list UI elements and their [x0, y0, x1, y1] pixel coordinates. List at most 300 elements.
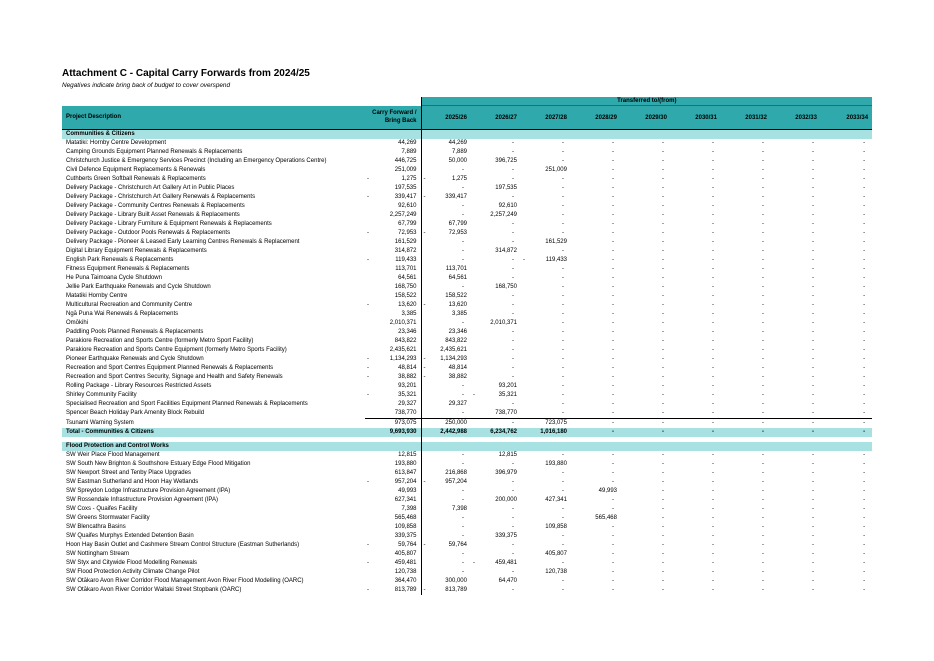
amount-cell: - — [712, 392, 714, 398]
amount-cell: 161,529 — [545, 239, 567, 245]
amount-cell: - — [812, 293, 814, 299]
amount-cell: - — [712, 221, 714, 227]
amount-cell: - — [863, 392, 866, 398]
amount-cell: - — [721, 419, 771, 429]
amount-cell: - — [762, 194, 764, 200]
amount-cell: - 119,433 — [365, 256, 421, 265]
amount-cell: - — [562, 320, 564, 326]
amount-cell: - — [562, 347, 564, 353]
amount-cell: - — [812, 533, 814, 539]
amount-cell: - — [512, 479, 514, 485]
amount-cell: - — [762, 569, 764, 575]
amount-cell: - — [562, 578, 564, 584]
project-description-cell: Shirley Community Facility — [66, 392, 137, 398]
amount-cell: - — [863, 230, 866, 236]
amount-cell: - — [612, 158, 614, 164]
amount-cell: - — [662, 158, 664, 164]
amount-cell: - 13,620 — [423, 302, 467, 308]
amount-cell: - — [762, 374, 764, 380]
amount-cell: 49,993 — [365, 487, 421, 496]
amount-cell: - — [612, 365, 614, 371]
section-total-row — [62, 428, 872, 437]
amount-cell: - — [712, 401, 714, 407]
amount-cell: - — [612, 524, 614, 530]
amount-cell: - — [462, 392, 464, 398]
amount-cell: - — [863, 149, 866, 155]
amount-cell: - — [863, 479, 866, 485]
amount-cell: 168,750 — [365, 283, 421, 292]
amount-cell: - — [762, 230, 764, 236]
amount-cell: 64,470 — [498, 578, 517, 584]
amount-cell: - — [863, 374, 866, 380]
amount-cell: - 72,953 — [423, 230, 467, 236]
amount-cell: - — [512, 257, 514, 263]
amount-cell: - — [812, 452, 814, 458]
amount-cell: - — [812, 497, 814, 503]
amount-cell: - — [762, 311, 764, 317]
table-row — [62, 193, 872, 202]
amount-cell: - — [863, 320, 866, 326]
amount-cell: - — [812, 329, 814, 335]
amount-cell: - — [662, 221, 664, 227]
amount-cell: - — [512, 542, 514, 548]
year-column-header: 2031/32 — [721, 106, 771, 130]
amount-cell: - — [612, 176, 614, 182]
amount-cell: - — [762, 158, 764, 164]
amount-cell: - — [812, 410, 814, 416]
project-description-cell: Parakiore Recreation and Sports Centre (formerly Metro Sport Facility) — [66, 338, 254, 344]
table-row — [62, 382, 872, 391]
project-description-cell: Specialised Recreation and Sport Facilities Equipment Planned Renewals & Replacements — [66, 401, 308, 407]
amount-cell: - — [863, 401, 866, 407]
amount-cell: - — [712, 185, 714, 191]
amount-cell: - — [562, 374, 564, 380]
amount-cell: - — [562, 194, 564, 200]
project-description-cell: SW Quaifes Murphys Extended Detention Basin — [66, 533, 194, 539]
amount-cell: 7,398 — [451, 506, 467, 512]
year-column-header: 2028/29 — [571, 106, 621, 130]
amount-cell: - — [712, 248, 714, 254]
amount-cell: - — [662, 533, 664, 539]
table-row — [62, 460, 872, 469]
amount-cell: - — [612, 587, 614, 593]
amount-cell: - — [612, 248, 614, 254]
amount-cell: 12,815 — [498, 452, 517, 458]
amount-cell: - — [863, 203, 866, 209]
amount-cell: - — [812, 239, 814, 245]
amount-cell: 113,701 — [365, 265, 421, 274]
amount-cell: - — [512, 239, 514, 245]
amount-cell: - — [612, 185, 614, 191]
amount-cell: 193,880 — [365, 460, 421, 469]
section-total-label: Total - Communities & Citizens — [62, 428, 365, 437]
amount-cell: - — [512, 149, 514, 155]
table-row — [62, 283, 872, 292]
amount-cell: - — [863, 587, 866, 593]
project-description-cell: Paddling Pools Planned Renewals & Replacements — [66, 329, 204, 335]
amount-cell: - — [762, 470, 764, 476]
project-description-cell: Multicultural Recreation and Community Centre — [66, 302, 193, 308]
amount-cell: 7,889 — [451, 149, 467, 155]
project-description-cell: Civil Defence Equipment Replacements & Renewals — [66, 167, 206, 173]
document-subtitle: Negatives indicate bring back of budget to cover overspend — [62, 82, 231, 89]
amount-cell: - — [612, 401, 614, 407]
amount-cell: - — [863, 257, 866, 263]
amount-cell: 67,799 — [448, 221, 467, 227]
amount-cell: - — [762, 329, 764, 335]
amount-cell: - — [512, 167, 514, 173]
amount-cell: - — [712, 560, 714, 566]
amount-cell: - — [863, 365, 866, 371]
amount-cell: - — [662, 488, 664, 494]
amount-cell: - — [863, 185, 866, 191]
amount-cell: - — [662, 293, 664, 299]
table-row — [62, 568, 872, 577]
project-description-cell: SW Ōtākaro Avon River Corridor Waitaki Street Stopbank (OARC) — [66, 587, 242, 593]
amount-cell: - — [612, 284, 614, 290]
amount-cell: - 48,814 — [423, 365, 467, 371]
amount-cell: - — [562, 410, 564, 416]
amount-cell: - — [662, 275, 664, 281]
amount-cell: - — [762, 185, 764, 191]
project-description-cell: Delivery Package - Christchurch Art Gallery Renewals & Replacements — [66, 194, 256, 200]
project-description-cell: Tsunami Warning System — [66, 419, 134, 426]
amount-cell: 314,872 — [365, 247, 421, 256]
amount-cell: - — [812, 488, 814, 494]
amount-cell: - — [812, 194, 814, 200]
amount-cell: - — [712, 542, 714, 548]
year-column-header: 2027/28 — [521, 106, 571, 130]
amount-cell: 2,010,371 — [365, 319, 421, 328]
amount-cell: - — [762, 560, 764, 566]
amount-cell: - — [762, 533, 764, 539]
amount-cell: - — [512, 194, 514, 200]
amount-cell: - — [512, 488, 514, 494]
amount-cell: - — [562, 248, 564, 254]
table-row — [62, 157, 872, 166]
amount-cell: - — [812, 356, 814, 362]
amount-cell: - — [863, 302, 866, 308]
project-description-cell: SW Coxs - Quaifes Facility — [66, 506, 138, 512]
amount-cell: - — [662, 329, 664, 335]
amount-cell: - — [662, 560, 664, 566]
amount-cell: 120,738 — [545, 569, 567, 575]
amount-cell: - — [562, 266, 564, 272]
amount-cell: - — [712, 158, 714, 164]
amount-cell: - — [462, 167, 464, 173]
amount-cell: 973,075 — [365, 419, 421, 429]
project-description-cell: SW Ōtākaro Avon River Corridor Flood Management Avon River Flood Modelling (OARC) — [66, 578, 304, 584]
table-row — [62, 301, 872, 310]
amount-cell: - — [712, 140, 714, 146]
amount-cell: - 119,433 — [523, 257, 567, 263]
amount-cell: - — [562, 275, 564, 281]
project-description-cell: SW Styx and Citywide Flood Modelling Renewals — [66, 560, 198, 566]
amount-cell: - — [612, 275, 614, 281]
amount-cell: - — [712, 452, 714, 458]
amount-cell: - — [462, 203, 464, 209]
amount-cell: 92,610 — [498, 203, 517, 209]
amount-cell: - — [662, 212, 664, 218]
amount-cell: - — [863, 311, 866, 317]
amount-cell: - — [512, 551, 514, 557]
amount-cell: - — [662, 356, 664, 362]
amount-cell: - — [712, 239, 714, 245]
amount-cell: - — [812, 515, 814, 521]
amount-cell: - — [712, 212, 714, 218]
amount-cell: - — [562, 560, 564, 566]
carry-forward-header: Carry Forward / Bring Back — [365, 106, 421, 130]
amount-cell: - 957,204 — [365, 478, 421, 487]
amount-cell: - — [612, 149, 614, 155]
table-row — [62, 247, 872, 256]
amount-cell: - — [762, 167, 764, 173]
amount-cell: 29,327 — [448, 401, 467, 407]
amount-cell: - — [712, 506, 714, 512]
amount-cell: - — [562, 452, 564, 458]
amount-cell: - — [762, 149, 764, 155]
amount-cell: - — [662, 506, 664, 512]
amount-cell: - — [562, 329, 564, 335]
project-description-cell: Fitness Equipment Renewals & Replacements — [66, 266, 190, 272]
amount-cell: - — [662, 392, 664, 398]
amount-cell: - — [721, 428, 771, 437]
amount-cell: - — [712, 524, 714, 530]
amount-cell: - — [612, 506, 614, 512]
amount-cell: - — [662, 140, 664, 146]
project-description-cell: Ngā Puna Wai Renewals & Replacements — [66, 311, 179, 317]
table-row — [62, 451, 872, 460]
amount-cell: - — [462, 212, 464, 218]
table-row — [62, 184, 872, 193]
amount-cell: - — [863, 524, 866, 530]
table-row — [62, 274, 872, 283]
amount-cell: 251,009 — [365, 166, 421, 175]
project-description-cell: Delivery Package - Pioneer & Leased Early Learning Centres Renewals & Replacement — [66, 239, 300, 245]
amount-cell: - — [662, 194, 664, 200]
amount-cell: - 13,620 — [365, 301, 421, 310]
amount-cell: 843,822 — [365, 337, 421, 346]
amount-cell: - 1,275 — [423, 176, 467, 182]
amount-cell: - — [762, 488, 764, 494]
amount-cell: - — [712, 167, 714, 173]
project-description-cell: SW Newport Street and Tenby Place Upgrades — [66, 470, 191, 476]
amount-cell: 2,257,249 — [365, 211, 421, 220]
amount-cell: - — [562, 221, 564, 227]
amount-cell: 50,000 — [448, 158, 467, 164]
amount-cell: - — [462, 383, 464, 389]
amount-cell: - — [712, 203, 714, 209]
amount-cell: 339,375 — [365, 532, 421, 541]
section-title: Communities & Citizens — [62, 130, 421, 140]
amount-cell: - — [612, 452, 614, 458]
amount-cell: - — [662, 365, 664, 371]
amount-cell: 120,738 — [365, 568, 421, 577]
amount-cell: - — [612, 212, 614, 218]
amount-cell: - — [712, 410, 714, 416]
amount-cell: - — [612, 167, 614, 173]
table-body — [62, 130, 872, 596]
amount-cell: - — [662, 302, 664, 308]
amount-cell: - 59,764 — [423, 542, 467, 548]
table-row — [62, 319, 872, 328]
amount-cell: - — [512, 338, 514, 344]
amount-cell: - — [812, 479, 814, 485]
amount-cell: - — [662, 320, 664, 326]
amount-cell: - — [612, 383, 614, 389]
table-row — [62, 391, 872, 400]
amount-cell: - — [863, 383, 866, 389]
amount-cell: - — [612, 266, 614, 272]
amount-cell: 396,979 — [495, 470, 517, 476]
amount-cell: - — [712, 587, 714, 593]
amount-cell: - — [562, 479, 564, 485]
project-description-cell: Ōmōkihi — [66, 320, 89, 326]
amount-cell: - — [512, 524, 514, 530]
amount-cell: - — [812, 551, 814, 557]
amount-cell: 109,858 — [365, 523, 421, 532]
amount-cell: 723,075 — [521, 419, 571, 429]
amount-cell: - — [762, 551, 764, 557]
amount-cell: - — [512, 329, 514, 335]
amount-cell: - — [762, 587, 764, 593]
amount-cell: 64,561 — [365, 274, 421, 283]
attachment-content — [62, 68, 872, 595]
amount-cell: - — [662, 470, 664, 476]
table-row — [62, 211, 872, 220]
amount-cell: - — [512, 266, 514, 272]
amount-cell: - — [712, 176, 714, 182]
amount-cell: - — [662, 239, 664, 245]
amount-cell: - — [812, 158, 814, 164]
amount-cell: - — [662, 149, 664, 155]
amount-cell: - — [712, 338, 714, 344]
amount-cell: - — [662, 461, 664, 467]
amount-cell: - — [712, 551, 714, 557]
amount-cell: - — [762, 320, 764, 326]
amount-cell: 193,880 — [545, 461, 567, 467]
amount-cell: - — [812, 569, 814, 575]
amount-cell: - — [762, 515, 764, 521]
amount-cell: - — [863, 569, 866, 575]
amount-cell: 565,468 — [595, 515, 617, 521]
amount-cell: - — [671, 428, 721, 437]
amount-cell: - — [762, 239, 764, 245]
amount-cell: - — [812, 284, 814, 290]
amount-cell: 2,442,988 — [421, 428, 471, 437]
amount-cell: - — [863, 515, 866, 521]
amount-cell: 7,398 — [365, 505, 421, 514]
table-row — [62, 487, 872, 496]
table-row — [62, 541, 872, 550]
amount-cell: - — [462, 320, 464, 326]
project-description-cell: Rolling Package - Library Resources Restricted Assets — [66, 383, 212, 389]
amount-cell: - — [762, 401, 764, 407]
amount-cell: - — [762, 248, 764, 254]
amount-cell: 3,385 — [365, 310, 421, 319]
project-description-cell: SW Flood Protection Activity Climate Change Pilot — [66, 569, 200, 575]
project-description-cell: Delivery Package - Outdoor Pools Renewals & Replacements — [66, 230, 231, 236]
amount-cell: - — [712, 533, 714, 539]
amount-cell: - — [863, 578, 866, 584]
amount-cell: - — [612, 338, 614, 344]
amount-cell: 197,535 — [365, 184, 421, 193]
section-header-row — [62, 130, 872, 140]
amount-cell: - — [712, 266, 714, 272]
amount-cell: 405,807 — [545, 551, 567, 557]
amount-cell: - — [812, 470, 814, 476]
amount-cell: 93,201 — [365, 382, 421, 391]
amount-cell: - — [762, 410, 764, 416]
project-description-cell: SW Eastman Sutherland and Hoon Hay Wetlands — [66, 479, 199, 485]
table-row — [62, 469, 872, 478]
amount-cell: - — [612, 293, 614, 299]
amount-cell: - — [562, 158, 564, 164]
amount-cell: - — [512, 365, 514, 371]
amount-cell: - 459,481 — [473, 560, 517, 566]
amount-cell: - — [771, 419, 821, 429]
amount-cell: - — [662, 248, 664, 254]
amount-cell: - — [762, 524, 764, 530]
transferred-group-header: Transferred to/(from) — [421, 97, 872, 106]
project-description-cell: Matatiki: Hornby Centre Development — [66, 140, 167, 146]
project-description-cell: Camping Grounds Equipment Planned Renewals & Replacements — [66, 149, 243, 155]
amount-cell: - — [462, 461, 464, 467]
project-description-cell: Cuthberts Green Softball Renewals & Replacements — [66, 176, 206, 182]
amount-cell: 168,750 — [495, 284, 517, 290]
year-column-header: 2032/33 — [771, 106, 821, 130]
project-description-cell: SW Greens Stormwater Facility — [66, 515, 150, 521]
amount-cell: - — [812, 275, 814, 281]
amount-cell: - — [612, 257, 614, 263]
amount-cell: - — [512, 311, 514, 317]
amount-cell: - — [863, 452, 866, 458]
amount-cell: - — [562, 338, 564, 344]
project-description-cell: Delivery Package - Library Built Asset Renewals & Replacements — [66, 212, 240, 218]
amount-cell: - — [812, 401, 814, 407]
amount-cell: - — [812, 347, 814, 353]
project-description-cell: SW Spreydon Lodge Infrastructure Provision Agreement (IPA) — [66, 488, 231, 494]
amount-cell: - — [612, 311, 614, 317]
amount-cell: - — [662, 347, 664, 353]
project-description-cell: Delivery Package - Library Furniture & Equipment Renewals & Replacements — [66, 221, 272, 227]
amount-cell: - — [462, 533, 464, 539]
amount-cell: - 339,417 — [423, 194, 467, 200]
amount-cell: 158,522 — [365, 292, 421, 301]
amount-cell: 843,822 — [445, 338, 467, 344]
table-row — [62, 220, 872, 229]
amount-cell: - — [612, 239, 614, 245]
amount-cell: - — [512, 569, 514, 575]
amount-cell: - — [512, 293, 514, 299]
amount-cell: - — [621, 428, 671, 437]
amount-cell: 44,269 — [448, 140, 467, 146]
amount-cell: - — [812, 320, 814, 326]
amount-cell: - — [812, 221, 814, 227]
amount-cell: 7,889 — [365, 148, 421, 157]
amount-cell: - — [462, 560, 464, 566]
amount-cell: - — [562, 401, 564, 407]
amount-cell: - — [462, 551, 464, 557]
amount-cell: 738,770 — [365, 409, 421, 419]
amount-cell: 2,435,621 — [365, 346, 421, 355]
section-title-fill — [421, 442, 872, 451]
amount-cell: - — [812, 248, 814, 254]
amount-cell: - 339,417 — [365, 193, 421, 202]
project-description-cell: Matatiki Hornby Centre — [66, 293, 128, 299]
amount-cell: - — [812, 560, 814, 566]
amount-cell: - — [671, 419, 721, 429]
